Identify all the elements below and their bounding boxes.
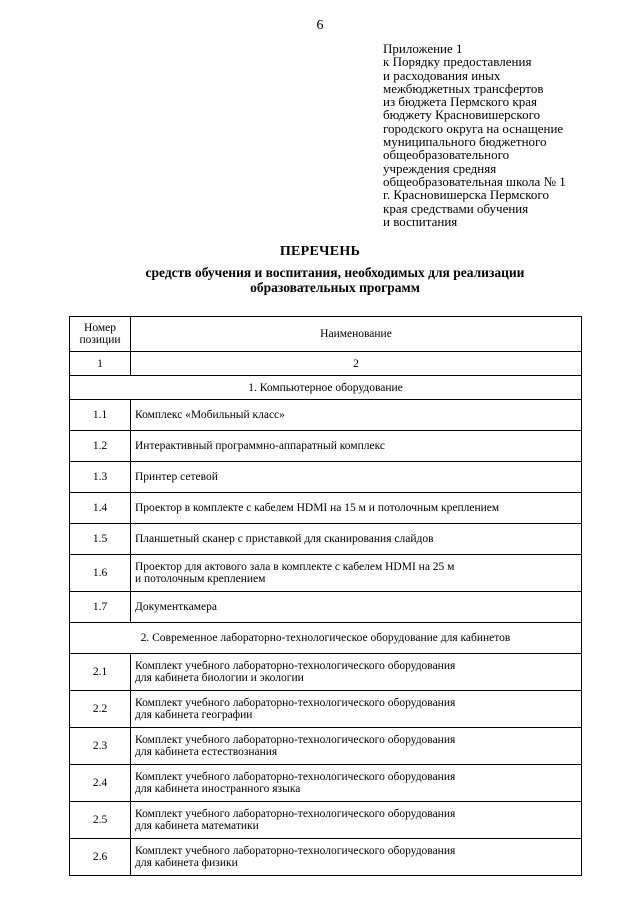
- document-subtitle: [70, 265, 600, 295]
- item-line: для кабинета естествознания: [135, 746, 278, 758]
- section-title: 2. Современное лабораторно-технологическое оборудование для кабинетов: [70, 623, 582, 654]
- item-name: [131, 431, 582, 462]
- item-name: [131, 592, 582, 623]
- item-line: для кабинета физики: [135, 857, 238, 869]
- number-column-header: [70, 317, 131, 352]
- table-row: [70, 462, 582, 493]
- position-number: 2.1: [70, 654, 131, 691]
- appendix-line: муниципального бюджетного: [383, 134, 547, 150]
- item-name: [131, 691, 582, 728]
- table-row: [70, 493, 582, 524]
- appendix-line: и воспитания: [383, 213, 458, 229]
- appendix-line: и расходования иных: [383, 67, 501, 83]
- position-number: 1.6: [70, 555, 131, 592]
- item-line: Проектор в комплекте с кабелем HDMI на 15 м и потолочным креплением: [135, 502, 500, 514]
- position-number: 1.1: [70, 400, 131, 431]
- table-row: [70, 592, 582, 623]
- appendix-line: из бюджета Пермского края: [383, 94, 538, 110]
- item-line: Комплект учебного лабораторно-технологического оборудования: [135, 808, 456, 820]
- position-number: 1.4: [70, 493, 131, 524]
- item-line: для кабинета иностранного языка: [135, 783, 301, 795]
- item-name: [131, 400, 582, 431]
- subtitle-line: образовательных программ: [250, 280, 420, 295]
- table-row: [70, 555, 582, 592]
- item-line: Комплект учебного лабораторно-технологического оборудования: [135, 697, 456, 709]
- table-row: [70, 524, 582, 555]
- table-row: [70, 802, 582, 839]
- document-title: ПЕРЕЧЕНЬ: [279, 244, 361, 259]
- position-number: 1.2: [70, 431, 131, 462]
- item-name: [131, 765, 582, 802]
- position-number: 1.3: [70, 462, 131, 493]
- item-line: для кабинета математики: [135, 820, 259, 832]
- item-line: Принтер сетевой: [135, 471, 218, 483]
- item-line: Планшетный сканер с приставкой для сканирования слайдов: [135, 533, 434, 545]
- item-line: Проектор для актового зала в комплекте с кабелем HDMI на 25 м: [135, 561, 455, 573]
- position-number: 2.6: [70, 839, 131, 876]
- appendix-line: общеобразовательного: [383, 147, 510, 163]
- position-number: 1.7: [70, 592, 131, 623]
- item-line: Комплект учебного лабораторно-технологического оборудования: [135, 771, 456, 783]
- table-row: [70, 400, 582, 431]
- appendix-line: межбюджетных трансфертов: [383, 80, 544, 96]
- item-line: для кабинета географии: [135, 709, 253, 721]
- item-line: Комплект учебного лабораторно-технологического оборудования: [135, 734, 456, 746]
- item-line: Комплект учебного лабораторно-технологического оборудования: [135, 845, 456, 857]
- column-index-row: [70, 352, 582, 376]
- appendix-line: Приложение 1: [383, 41, 463, 56]
- item-line: Документкамера: [135, 601, 217, 613]
- header-line: позиции: [79, 334, 121, 346]
- subtitle-line: средств обучения и воспитания, необходимых для реализации: [145, 265, 525, 280]
- appendix-line: общеобразовательная школа № 1: [383, 173, 566, 189]
- table-row: [70, 654, 582, 691]
- item-name: [131, 839, 582, 876]
- item-name: [131, 555, 582, 592]
- table-row: [70, 765, 582, 802]
- section-title: 1. Компьютерное оборудование: [70, 376, 582, 400]
- item-name: [131, 728, 582, 765]
- item-line: для кабинета биологии и экологии: [135, 672, 304, 684]
- equipment-table: [69, 316, 582, 876]
- item-name: [131, 802, 582, 839]
- appendix-line: края средствами обучения: [383, 200, 529, 216]
- header-line: Номер: [84, 322, 116, 334]
- table-row: [70, 431, 582, 462]
- appendix-line: бюджету Красновишерского: [383, 107, 541, 123]
- table-row: [70, 691, 582, 728]
- section-row: [70, 376, 582, 400]
- page-number: 6: [316, 18, 324, 33]
- appendix-line: г. Красновишерска Пермского: [383, 187, 549, 203]
- column-index-cell: 2: [131, 352, 582, 376]
- item-name: [131, 524, 582, 555]
- appendix-line: к Порядку предоставления: [383, 54, 532, 70]
- appendix-header: [383, 42, 623, 228]
- item-name: [131, 462, 582, 493]
- position-number: 2.3: [70, 728, 131, 765]
- item-line: и потолочным креплением: [135, 573, 266, 585]
- item-name: [131, 654, 582, 691]
- column-index-cell: 1: [70, 352, 131, 376]
- item-line: Комплект учебного лабораторно-технологического оборудования: [135, 660, 456, 672]
- position-number: 2.2: [70, 691, 131, 728]
- section-row: [70, 623, 582, 654]
- appendix-line: учреждения средняя: [383, 160, 497, 176]
- position-number: 2.4: [70, 765, 131, 802]
- name-column-header: Наименование: [131, 317, 582, 352]
- table-header-row: [70, 317, 582, 352]
- item-line: Интерактивный программно-аппаратный комплекс: [135, 440, 385, 452]
- appendix-line: городского округа на оснащение: [383, 120, 564, 136]
- position-number: 1.5: [70, 524, 131, 555]
- table-row: [70, 728, 582, 765]
- table-row: [70, 839, 582, 876]
- item-line: Комплекс «Мобильный класс»: [135, 409, 285, 421]
- position-number: 2.5: [70, 802, 131, 839]
- item-name: [131, 493, 582, 524]
